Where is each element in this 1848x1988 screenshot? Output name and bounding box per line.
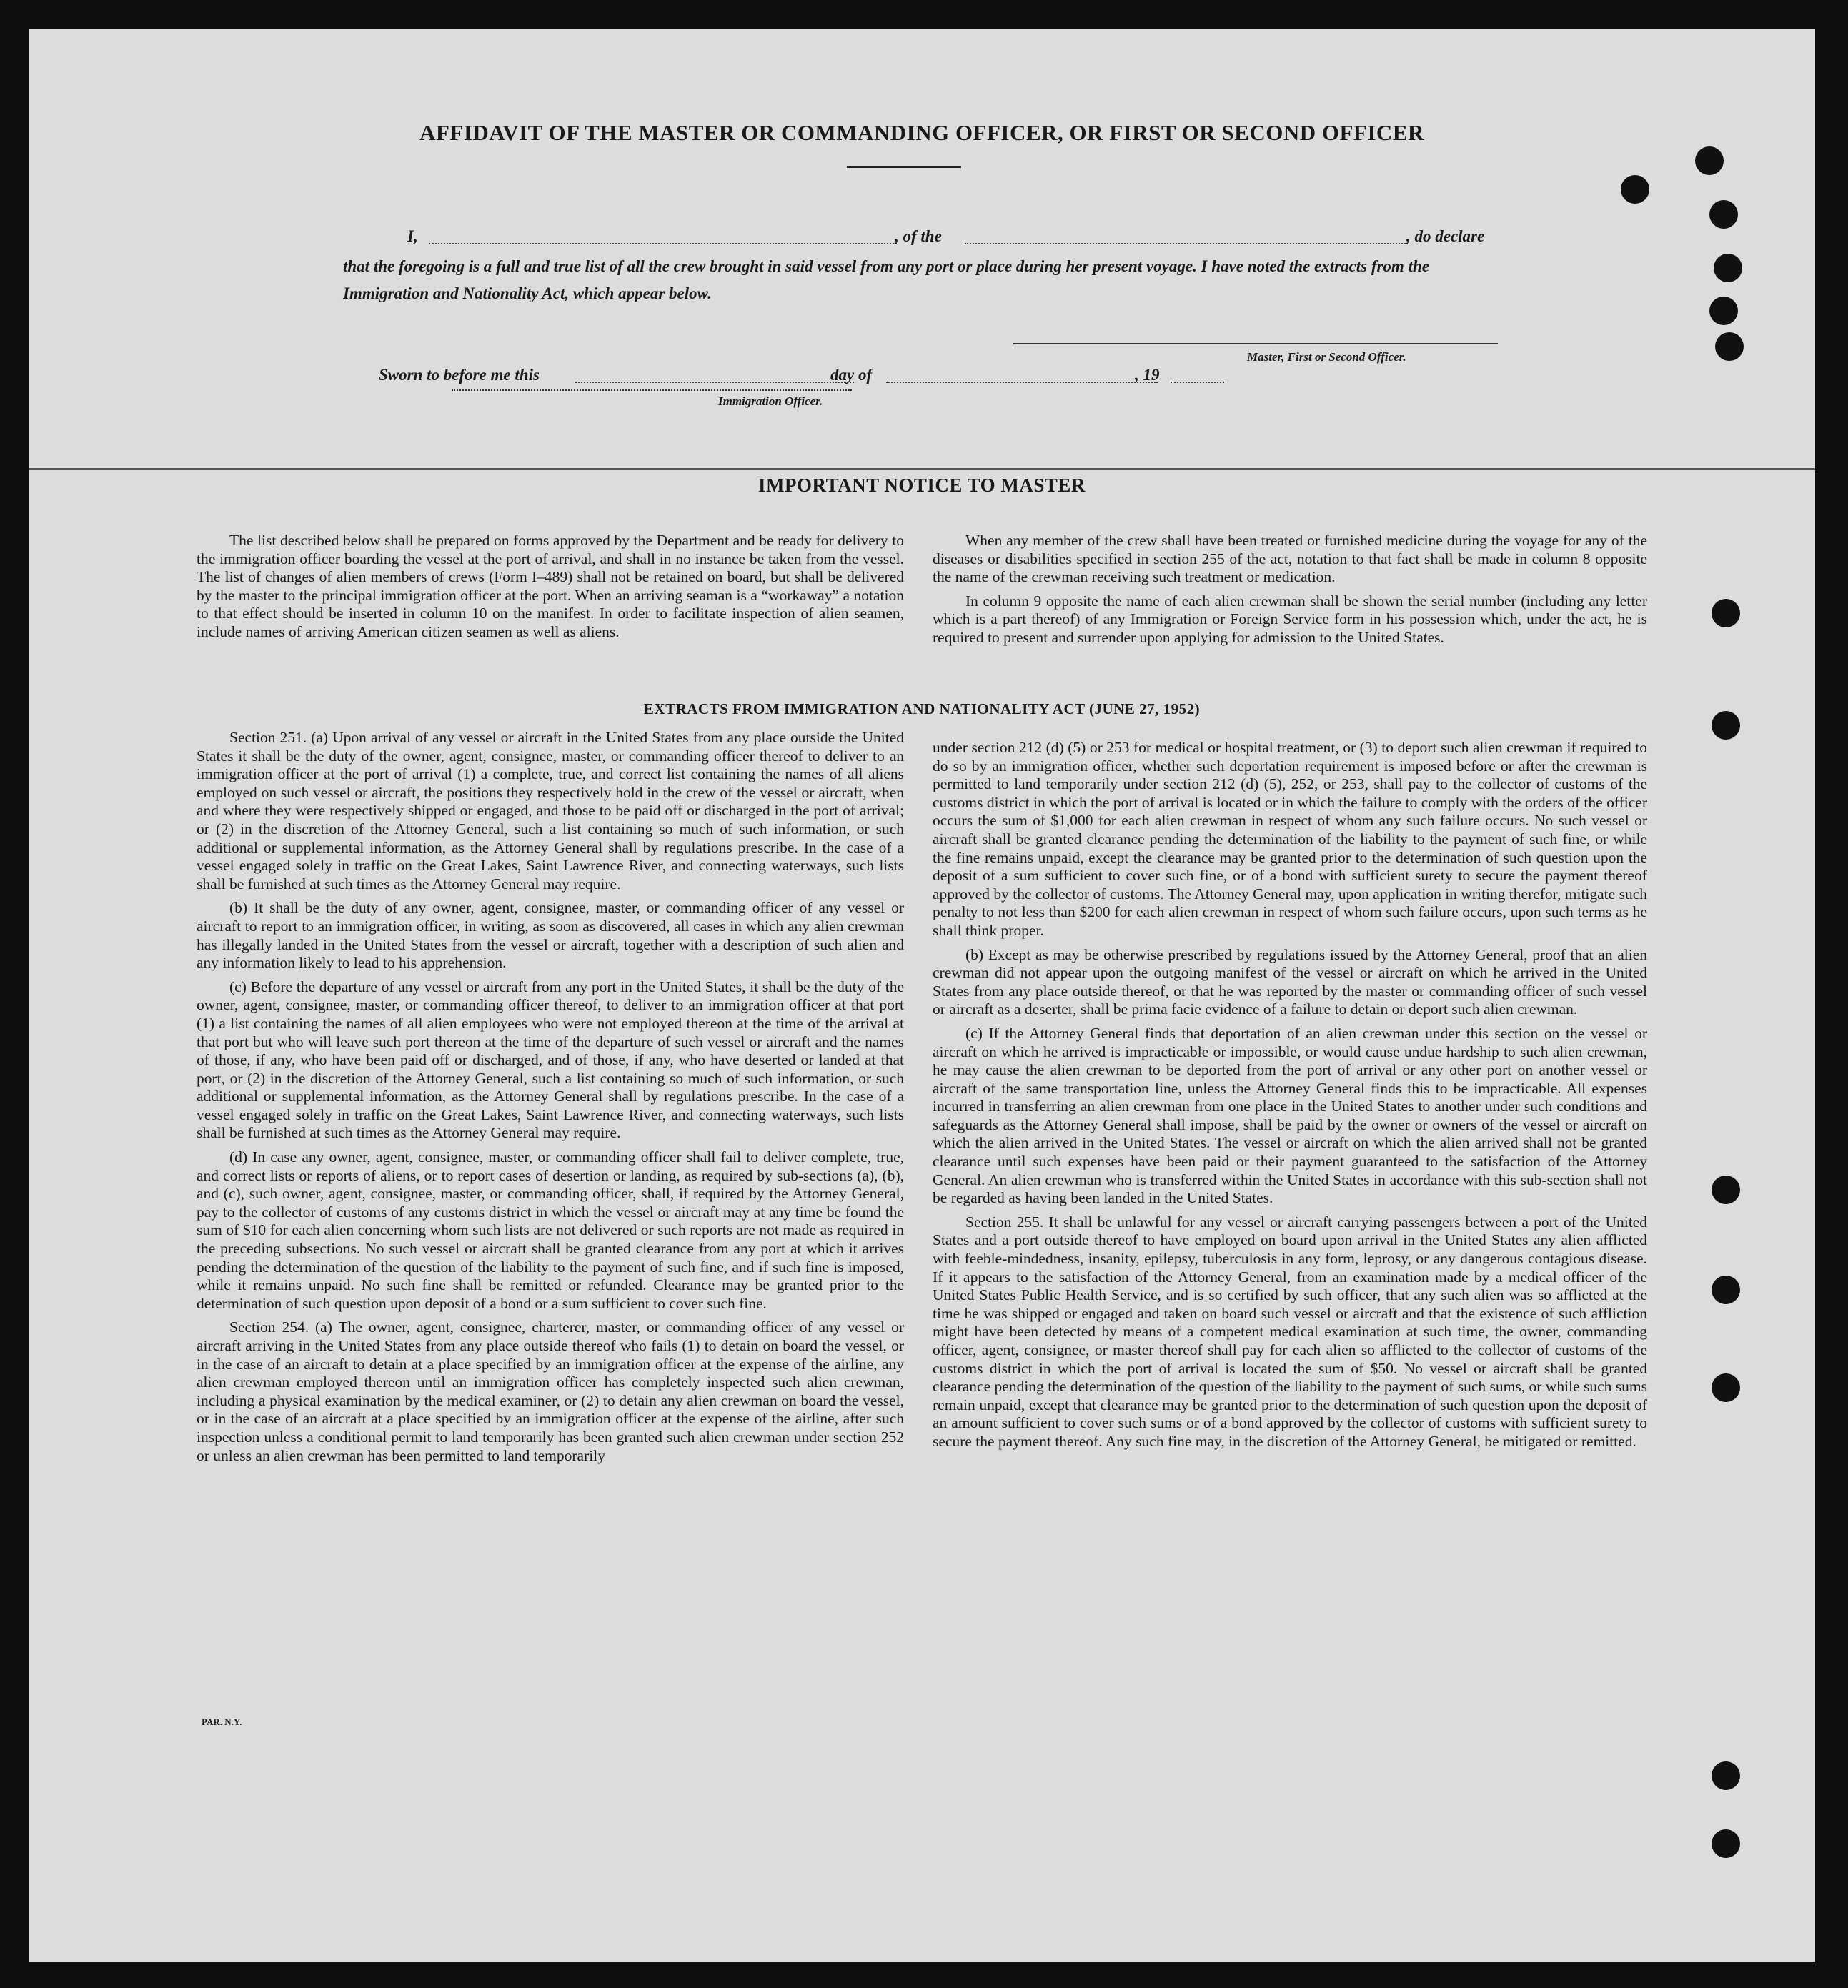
extract-paragraph: (d) In case any owner, agent, consignee, master, or commanding officer shall fail to deliver complete, true, and correct lists or reports of aliens, or to report cases of desertion or landing, as required by sub-sections (a), (b), and (c), such owner, agent, consignee, master, or commanding officer, shall, if required by the Attorney General, pay to the collector of customs of any customs district in which the vessel or aircraft may at any time be found the sum of $10 for each alien concerning whom such lists are not delivered or such reports are not made as required in the preceding subsections. No such vessel or aircraft shall be granted clearance from any port at which it arrives pending the determination of the question of the liability to the payment of such fine, and if such fine is imposed, while it remains unpaid. No such fine shall be remitted or refunded. Clearance may be granted prior to the determination of such question upon deposit of a bond or a sum sufficient to cover such fine. xyxy=(197,1148,904,1312)
name-blank xyxy=(429,243,897,244)
sworn-year: , 19 xyxy=(1135,366,1160,384)
extracts-left-column xyxy=(197,729,904,1471)
extracts-title: EXTRACTS FROM IMMIGRATION AND NATIONALITY ACT (JUNE 27, 1952) xyxy=(643,700,1201,717)
declaration-i: I, xyxy=(407,227,418,245)
binder-hole xyxy=(1714,254,1742,282)
declaration-do-declare: , do declare xyxy=(1406,227,1485,245)
binder-hole xyxy=(1712,711,1740,740)
officer-caption: Immigration Officer. xyxy=(718,394,823,408)
extract-paragraph: under section 212 (d) (5) or 253 for medical or hospital treatment, or (3) to deport such alien crewman if required to do so by an immigration officer, whether such deportation requirement is imposed before or after the crewman is permitted to land temporarily under section 212 (d) (5), 252, or 253, shall pay to the collector of customs of the customs district in which the port of arrival is located or in which the failure to comply with the orders of the officer occurs the sum of $1,000 for each alien crewman in respect of whom any such failure occurs. No such vessel or aircraft shall be granted clearance pending the determination of the liability to the payment of such fine, or while the fine remains unpaid, except the clearance may be granted prior to the determination of such question upon the deposit of a sum sufficient to cover such fine, or of a bond with sufficient surety to secure the payment thereof approved by the collector of customs. The Attorney General may, upon application in writing therefor, mitigate such penalty to not less than $200 for each alien crewman in respect of whom such failure occurs, upon such terms as he shall think proper. xyxy=(933,739,1647,939)
sworn-day-of: day of xyxy=(830,366,873,384)
section-divider xyxy=(29,468,1815,470)
binder-hole xyxy=(1712,1829,1740,1858)
extract-paragraph: Section 254. (a) The owner, agent, consignee, charterer, master, or commanding officer of any vessel or aircraft arriving in the United States from any place outside thereof who fails (1) to detain on board the vessel, or in the case of an aircraft to detain at a place specified by an immigration officer at the expense of the airline, any alien crewman employed thereon until an immigration officer has completely inspected such alien crewman, including a physical examination by the medical examiner, or (2) to detain any alien crewman on board the vessel, or in the case of an aircraft at a place specified by an immigration officer at the expense of the airline, after such inspection unless a conditional permit to land temporarily has been granted such alien crewman under section 252 or unless an alien crewman has been permitted to land temporarily xyxy=(197,1318,904,1464)
sworn-text: Sworn to before me this xyxy=(379,366,540,384)
notice-paragraph: The list described below shall be prepared on forms approved by the Department and be ready for delivery to the immigration officer boarding the vessel at the port of arrival, and shall in no instance be taken from the vessel. The list of changes of alien members of crews (Form I–489) shall not be retained on board, but shall be delivered by the master to the principal immigration officer at the port. When an arriving seaman is a “workaway” a notation to that effect should be inserted in column 10 on the manifest. In order to facilitate inspection of alien seamen, include names of arriving American citizen seamen as well as aliens. xyxy=(197,532,904,640)
extract-paragraph: (c) If the Attorney General finds that deportation of an alien crewman under this section on the vessel or aircraft on which he arrived is impracticable or impossible, or would cause undue hardship to such alien crewman, he may cause the alien crewman to be deported from the port of arrival or any other port on another vessel or aircraft of the same transportation line, unless the Attorney General finds this to be impracticable. All expenses incurred in transferring an alien crewman from one place in the United States to another under such conditions and safeguards as the Attorney General shall impose, shall be paid by the owner or owners of the vessel or aircraft on which the alien arrived in the United States. The vessel or aircraft on which the alien arrived shall not be granted clearance until such expenses have been paid or their payment guaranteed to the satisfaction of the Attorney General. An alien crewman who is transferred within the United States in accordance with this sub-section shall not be regarded as having been landed in the United States. xyxy=(933,1024,1647,1207)
document-page xyxy=(29,29,1815,1962)
binder-hole xyxy=(1695,146,1724,175)
binder-hole xyxy=(1709,297,1738,325)
title-underline xyxy=(847,166,961,168)
extract-paragraph: (b) It shall be the duty of any owner, agent, consignee, master, or commanding officer of any vessel or aircraft to report to an immigration officer, in writing, as soon as discovered, all cases in which any alien crewman has illegally landed in the United States from the vessel or aircraft, together with a description of such alien and any information likely to lead to his apprehension. xyxy=(197,899,904,972)
sworn-month-blank xyxy=(886,382,1158,383)
extract-paragraph: Section 251. (a) Upon arrival of any vessel or aircraft in the United States from any place outside the United States it shall be the duty of the owner, agent, consignee, master, or commanding officer thereof to deliver to an immigration officer at the port of arrival (1) a complete, true, and correct list containing the names of all aliens employed on such vessel or aircraft, the positions they respectively hold in the crew of the vessel or aircraft, when and where they were respectively shipped or engaged, and those to be paid off or discharged in the port of arrival; or (2) in the discretion of the Attorney General, such a list containing so much of such information, or such additional or supplemental information, as the Attorney General shall by regulations prescribe. In the case of a vessel engaged solely in traffic on the Great Lakes, Saint Lawrence River, and connecting waterways, such lists shall be furnished at such times as the Attorney General may require. xyxy=(197,729,904,893)
notice-right-column xyxy=(933,532,1647,653)
binder-hole xyxy=(1715,332,1744,361)
declaration-of-the: , of the xyxy=(895,227,942,245)
vessel-blank xyxy=(965,243,1408,244)
affidavit-title: AFFIDAVIT OF THE MASTER OR COMMANDING OFFICER, OR FIRST OR SECOND OFFICER xyxy=(419,120,1424,145)
extract-paragraph: (c) Before the departure of any vessel or aircraft from any port in the United States, it shall be the duty of the owner, agent, consignee, master, or commanding officer thereof, to deliver to an immigration officer at that port (1) a list containing the names of all alien employees who were not employed thereon at the time of the arrival at that port but who will leave such port thereon at the time of the departure of such vessel or aircraft and the names of those, if any, who have been paid off or discharged, and of those, if any, who have deserted or landed at that port, or (2) in the discretion of the Attorney General, such a list containing so much of such information, or such additional or supplemental information, as the Attorney General shall by regulations prescribe. In the case of a vessel engaged solely in traffic on the Great Lakes, Saint Lawrence River, and connecting waterways, such lists shall be furnished at such times as the Attorney General may require. xyxy=(197,978,904,1142)
master-caption: Master, First or Second Officer. xyxy=(1247,350,1406,364)
officer-signature-line xyxy=(452,389,852,391)
sworn-year-blank xyxy=(1171,382,1224,383)
notice-left-column xyxy=(197,532,904,647)
master-signature-line xyxy=(1013,343,1498,344)
notice-paragraph: When any member of the crew shall have been treated or furnished medicine during the voyage for any of the diseases or disabilities specified in section 255 of the act, notation to that fact shall be made in column 8 opposite the name of the crewman receiving such treatment or medication. xyxy=(933,532,1647,586)
binder-hole xyxy=(1712,1276,1740,1304)
printer-mark: PAR. N.Y. xyxy=(202,1716,242,1727)
declaration-body: that the foregoing is a full and true list of all the crew brought in said vessel from any port or place during her present voyage. I have noted the extracts from the Immigration and Nationality Act, which appear below. xyxy=(343,257,1429,302)
notice-title: IMPORTANT NOTICE TO MASTER xyxy=(758,474,1086,496)
extract-paragraph: Section 255. It shall be unlawful for any vessel or aircraft carrying passengers between a port of the United States and a port outside thereof to have employed on board upon arrival in the United States any alien afflicted with feeble-mindedness, insanity, epilepsy, tuberculosis in any form, leprosy, or any dangerous contagious disease. If it appears to the satisfaction of the Attorney General, from an examination made by a medical officer of the United States Public Health Service, and is so certified by such officer, that any such alien was so afflicted at the time he was shipped or engaged and taken on board such vessel or aircraft and that the existence of such affliction might have been detected by means of a competent medical examination at such time, the owner, commanding officer, agent, consignee, or master thereof shall pay for each alien so afflicted to the collector of customs of the customs district in which the port of arrival is located the sum of $50. No vessel or aircraft shall be granted clearance pending the determination of the question of the liability to the payment of such sums, or while such sums remain unpaid, except that clearance may be granted prior to the determination of such question upon the deposit of an amount sufficient to cover such sums or of a bond approved by the collector of customs with sufficient surety to secure the payment thereof. Any such fine may, in the discretion of the Attorney General, be mitigated or remitted. xyxy=(933,1213,1647,1450)
extracts-right-column xyxy=(933,739,1647,1457)
binder-hole xyxy=(1709,200,1738,229)
notice-paragraph: In column 9 opposite the name of each alien crewman shall be shown the serial number (including any letter which is a part thereof) of any Immigration or Foreign Service form in his possession which, under the act, he is required to present and surrender upon applying for admission to the United States. xyxy=(933,592,1647,646)
binder-hole xyxy=(1712,599,1740,627)
binder-hole xyxy=(1712,1176,1740,1204)
extract-paragraph: (b) Except as may be otherwise prescribed by regulations issued by the Attorney General, proof that an alien crewman did not appear upon the outgoing manifest of the vessel or aircraft on which he arrived in the United States from any place outside thereof, or that he was reported by the master or commanding officer of such vessel or aircraft as a deserter, shall be prima facie evidence of a failure to detain or deport such alien crewman. xyxy=(933,945,1647,1018)
sworn-day-blank xyxy=(575,382,854,383)
binder-hole xyxy=(1621,175,1649,204)
binder-hole xyxy=(1712,1373,1740,1402)
binder-hole xyxy=(1712,1761,1740,1790)
